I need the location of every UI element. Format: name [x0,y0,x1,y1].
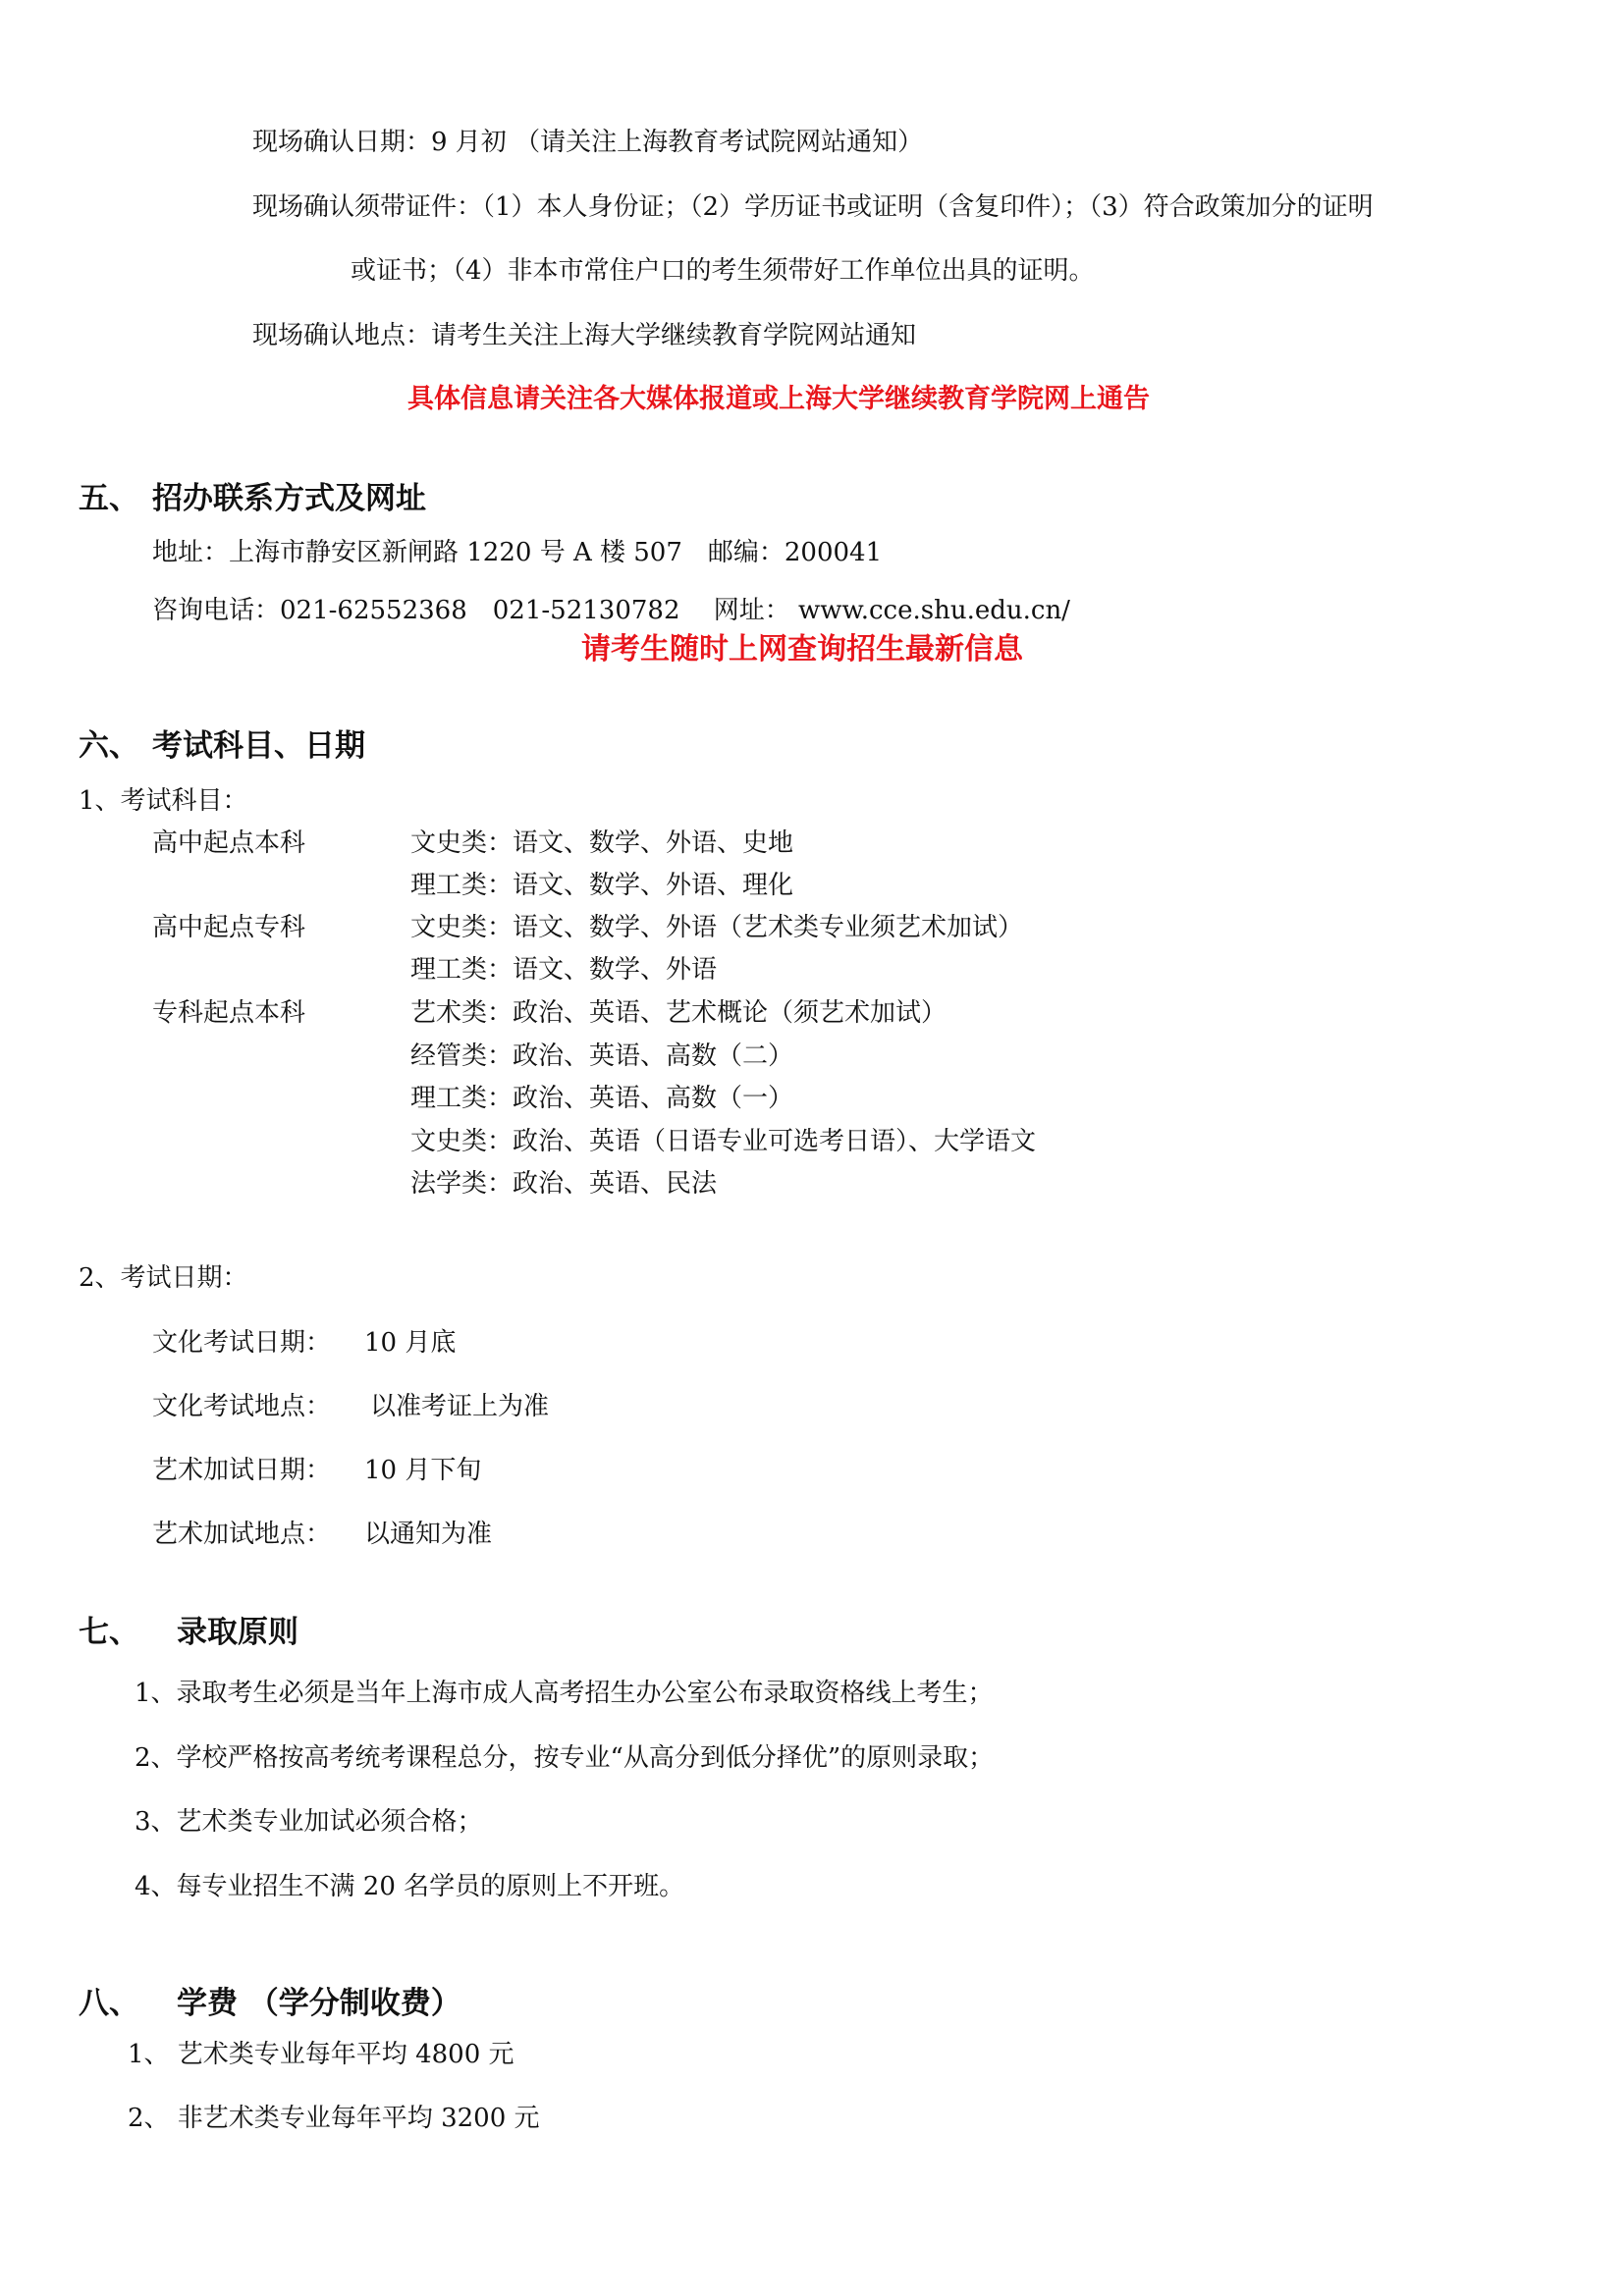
date-label: 艺术加试日期： [152,1456,332,1485]
phone-url-line: 咨询电话：021-62552368 021-52130782 网址： www.cce.shu.edu.cn/ [152,596,1070,625]
section8-title: 学费 （学分制收费） [177,1986,461,2021]
section7-number: 七、 [79,1615,139,1650]
subject-level: 高中起点本科 [152,828,306,858]
date-item [152,1519,492,1550]
confirm-notice: 具体信息请关注各大媒体报道或上海大学继续教育学院网上通告 [407,384,1150,414]
date-value: 以通知为准 [364,1520,493,1549]
subject-category: 经管类：政治、英语、高数（二） [410,1041,794,1071]
list-item: 4、每专业招生不满 20 名学员的原则上不开班。 [135,1872,685,1901]
date-value: 10 月底 [364,1328,457,1358]
subject-category: 法学类：政治、英语、民法 [410,1169,718,1199]
date-label: 文化考试日期： [152,1328,332,1358]
list-item: 3、艺术类专业加试必须合格； [135,1807,483,1837]
subject-category: 理工类：政治、英语、高数（一） [410,1084,794,1113]
subject-category: 文史类：语文、数学、外语、史地 [410,828,794,858]
subject-level: 专科起点本科 [152,998,306,1028]
list-item: 1、 艺术类专业每年平均 4800 元 [128,2040,514,2069]
date-label: 文化考试地点： [152,1392,332,1421]
section5-heading [79,480,426,517]
online-notice: 请考生随时上网查询招生最新信息 [581,632,1023,667]
section6-heading [79,727,365,765]
address-line: 地址：上海市静安区新闸路 1220 号 A 楼 507 邮编：200041 [152,538,883,567]
section8-heading [79,1985,461,2022]
section5-number: 五、 [79,481,139,516]
section5-title: 招办联系方式及网址 [152,481,426,516]
date-item [152,1455,481,1486]
date-value: 10 月下旬 [364,1456,482,1485]
section6-title: 考试科目、日期 [152,728,365,764]
confirm-docs-line1: 现场确认须带证件：（1）本人身份证；（2）学历证书或证明（含复印件）；（3）符合政策加分的证明 [252,192,1374,222]
exam-dates-subheading: 2、考试日期： [79,1263,248,1293]
date-item [152,1327,456,1359]
section7-title: 录取原则 [177,1615,298,1650]
section6-number: 六、 [79,728,139,764]
subject-category: 艺术类：政治、英语、艺术概论（须艺术加试） [410,998,947,1028]
date-label: 艺术加试地点： [152,1520,332,1549]
list-item: 2、 非艺术类专业每年平均 3200 元 [128,2104,540,2133]
subject-category: 理工类：语文、数学、外语、理化 [410,871,794,900]
confirm-place: 现场确认地点：请考生关注上海大学继续教育学院网站通知 [252,321,917,350]
subject-level: 高中起点专科 [152,913,306,942]
date-value: 以准考证上为准 [370,1392,550,1421]
confirm-docs-line2: 或证书；（4）非本市常住户口的考生须带好工作单位出具的证明。 [351,256,1095,286]
section7-heading [79,1614,298,1651]
subject-category: 理工类：语文、数学、外语 [410,955,718,985]
date-item [152,1391,549,1422]
list-item: 1、录取考生必须是当年上海市成人高考招生办公室公布录取资格线上考生； [135,1679,994,1708]
exam-subjects-subheading: 1、考试科目： [79,786,248,816]
subject-category: 文史类：政治、英语（日语专业可选考日语）、大学语文 [410,1127,1037,1156]
confirm-date: 现场确认日期：9 月初 （请关注上海教育考试院网站通知） [252,128,924,157]
subject-category: 文史类：语文、数学、外语（艺术类专业须艺术加试） [410,913,1024,942]
section8-number: 八、 [79,1986,139,2021]
list-item: 2、学校严格按高考统考课程总分，按专业“从高分到低分择优”的原则录取； [135,1743,995,1773]
